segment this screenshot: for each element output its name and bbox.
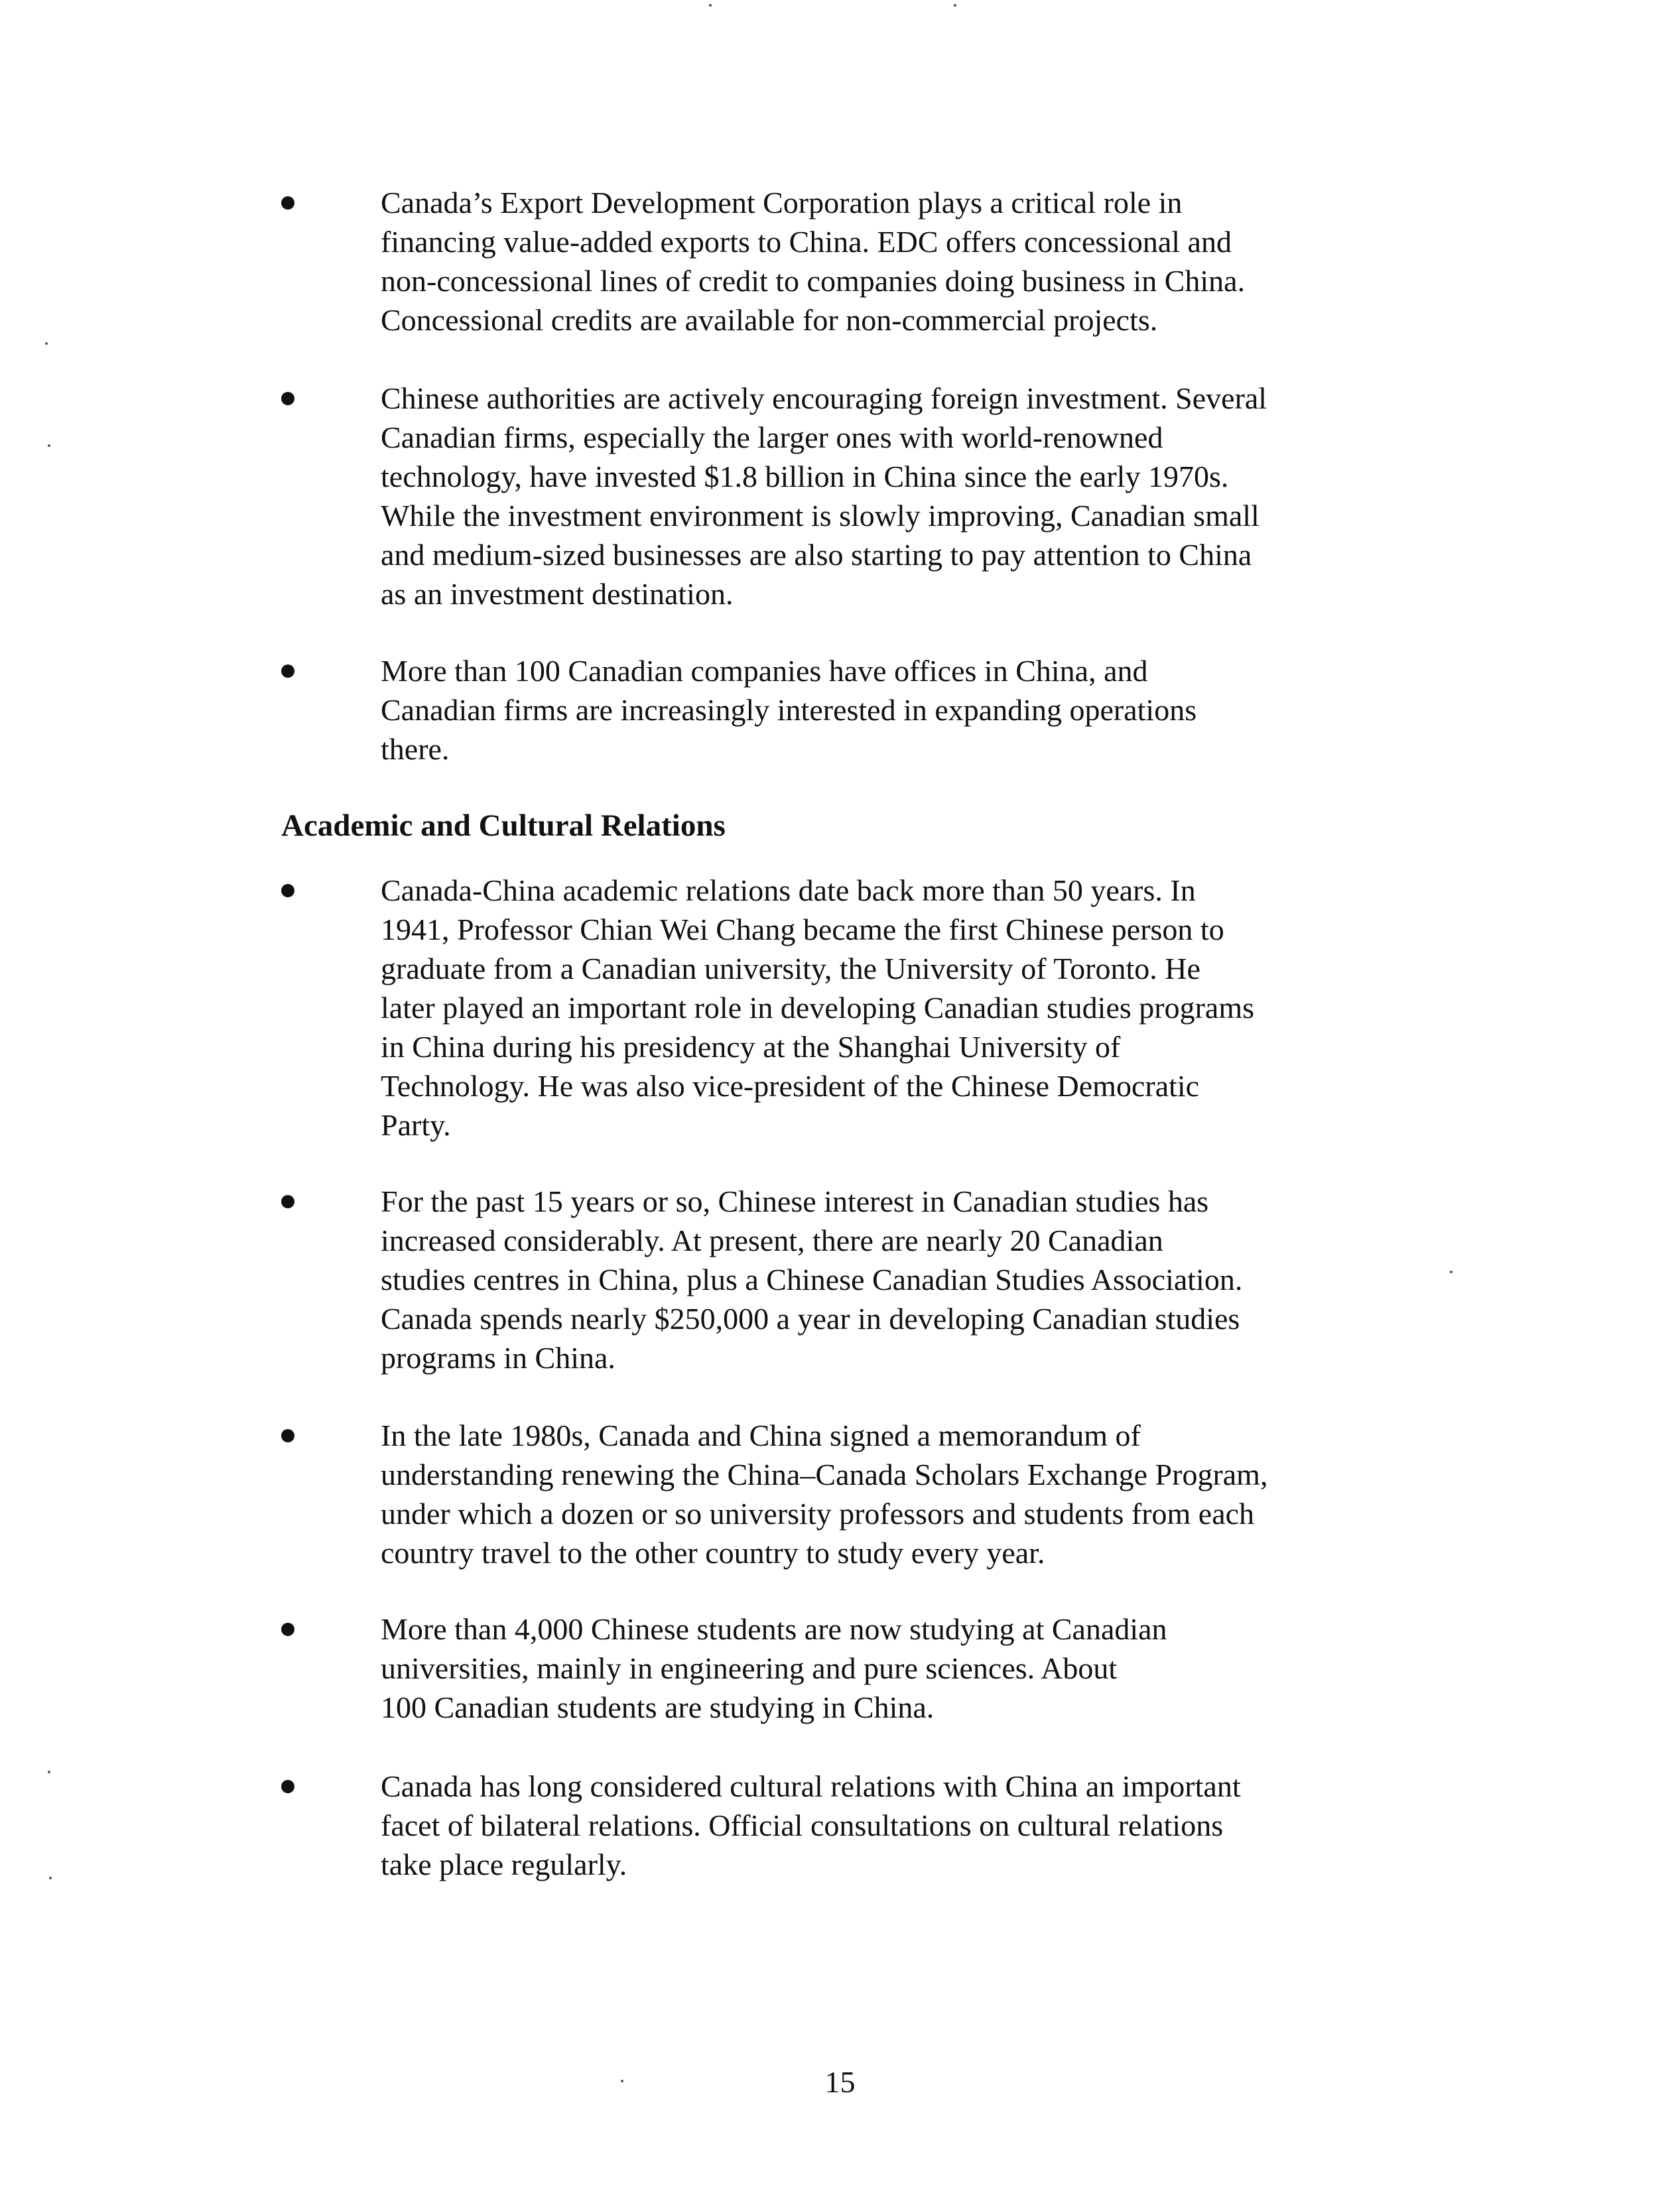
bullet-dot-icon [281,392,294,405]
bullet-dot-icon [281,664,294,678]
bullet-dot-icon [281,1195,294,1208]
bullet-dot-icon [281,1623,294,1636]
scan-speck [45,342,48,345]
section-heading: Academic and Cultural Relations [281,808,726,843]
bullet-text: Canada has long considered cultural relations with China an important facet of bilateral relations. Official consultations on cultural relations take place regularly. [381,1769,1241,1881]
scan-speck [621,2080,623,2082]
scan-speck [48,1771,50,1773]
bullet-text: In the late 1980s, Canada and China signed a memorandum of understanding renewing the China–Canada Scholars Exchange Program, under which a dozen or so university professors and students from each country travel to the other country to study every year. [381,1418,1268,1570]
scan-speck [954,4,956,7]
scan-speck [1450,1271,1453,1273]
bullet-dot-icon [281,1429,294,1442]
bullet-text: Chinese authorities are actively encouraging foreign investment. Several Canadian firms, especially the larger ones with world-renowned technology, have invested $1.8 billion in China since the early 1970s. While the investment environment is slowly improving, Canadian small and medium-sized businesses are also starting to pay attention to China as an investment destination. [381,381,1267,611]
bullet-text: Canada’s Export Development Corporation plays a critical role in financing value-added exports to China. EDC offers concessional and non-concessional lines of credit to companies doing business in China. Concessional credits are available for non-commercial projects. [381,186,1246,337]
scan-speck [49,1877,52,1879]
bullet-text: Canada-China academic relations date back more than 50 years. In 1941, Professor Chian Wei Chang became the first Chinese person to graduate from a Canadian university, the University of Toronto. He later played an important role in developing Canadian studies programs in China during his presidency at the Shanghai University of Technology. He was also vice-president of the Chinese Democratic Party. [381,873,1255,1142]
page-number: 15 [824,2065,856,2099]
bullet-text: For the past 15 years or so, Chinese interest in Canadian studies has increased considerably. At present, there are nearly 20 Canadian studies centres in China, plus a Chinese Canadian Studies Association. Canada spends nearly $250,000 a year in developing Canadian studies programs in China. [381,1184,1243,1375]
bullet-text: More than 100 Canadian companies have offices in China, and Canadian firms are increasingly interested in expanding operations there. [381,654,1197,766]
bullet-dot-icon [281,1780,294,1793]
bullet-dot-icon [281,884,294,897]
bullet-text: More than 4,000 Chinese students are now studying at Canadian universities, mainly in engineering and pure sciences. About 100 Canadian students are studying in China. [381,1612,1167,1724]
scan-speck [709,4,712,7]
bullet-dot-icon [281,196,294,210]
scan-speck [48,444,50,447]
